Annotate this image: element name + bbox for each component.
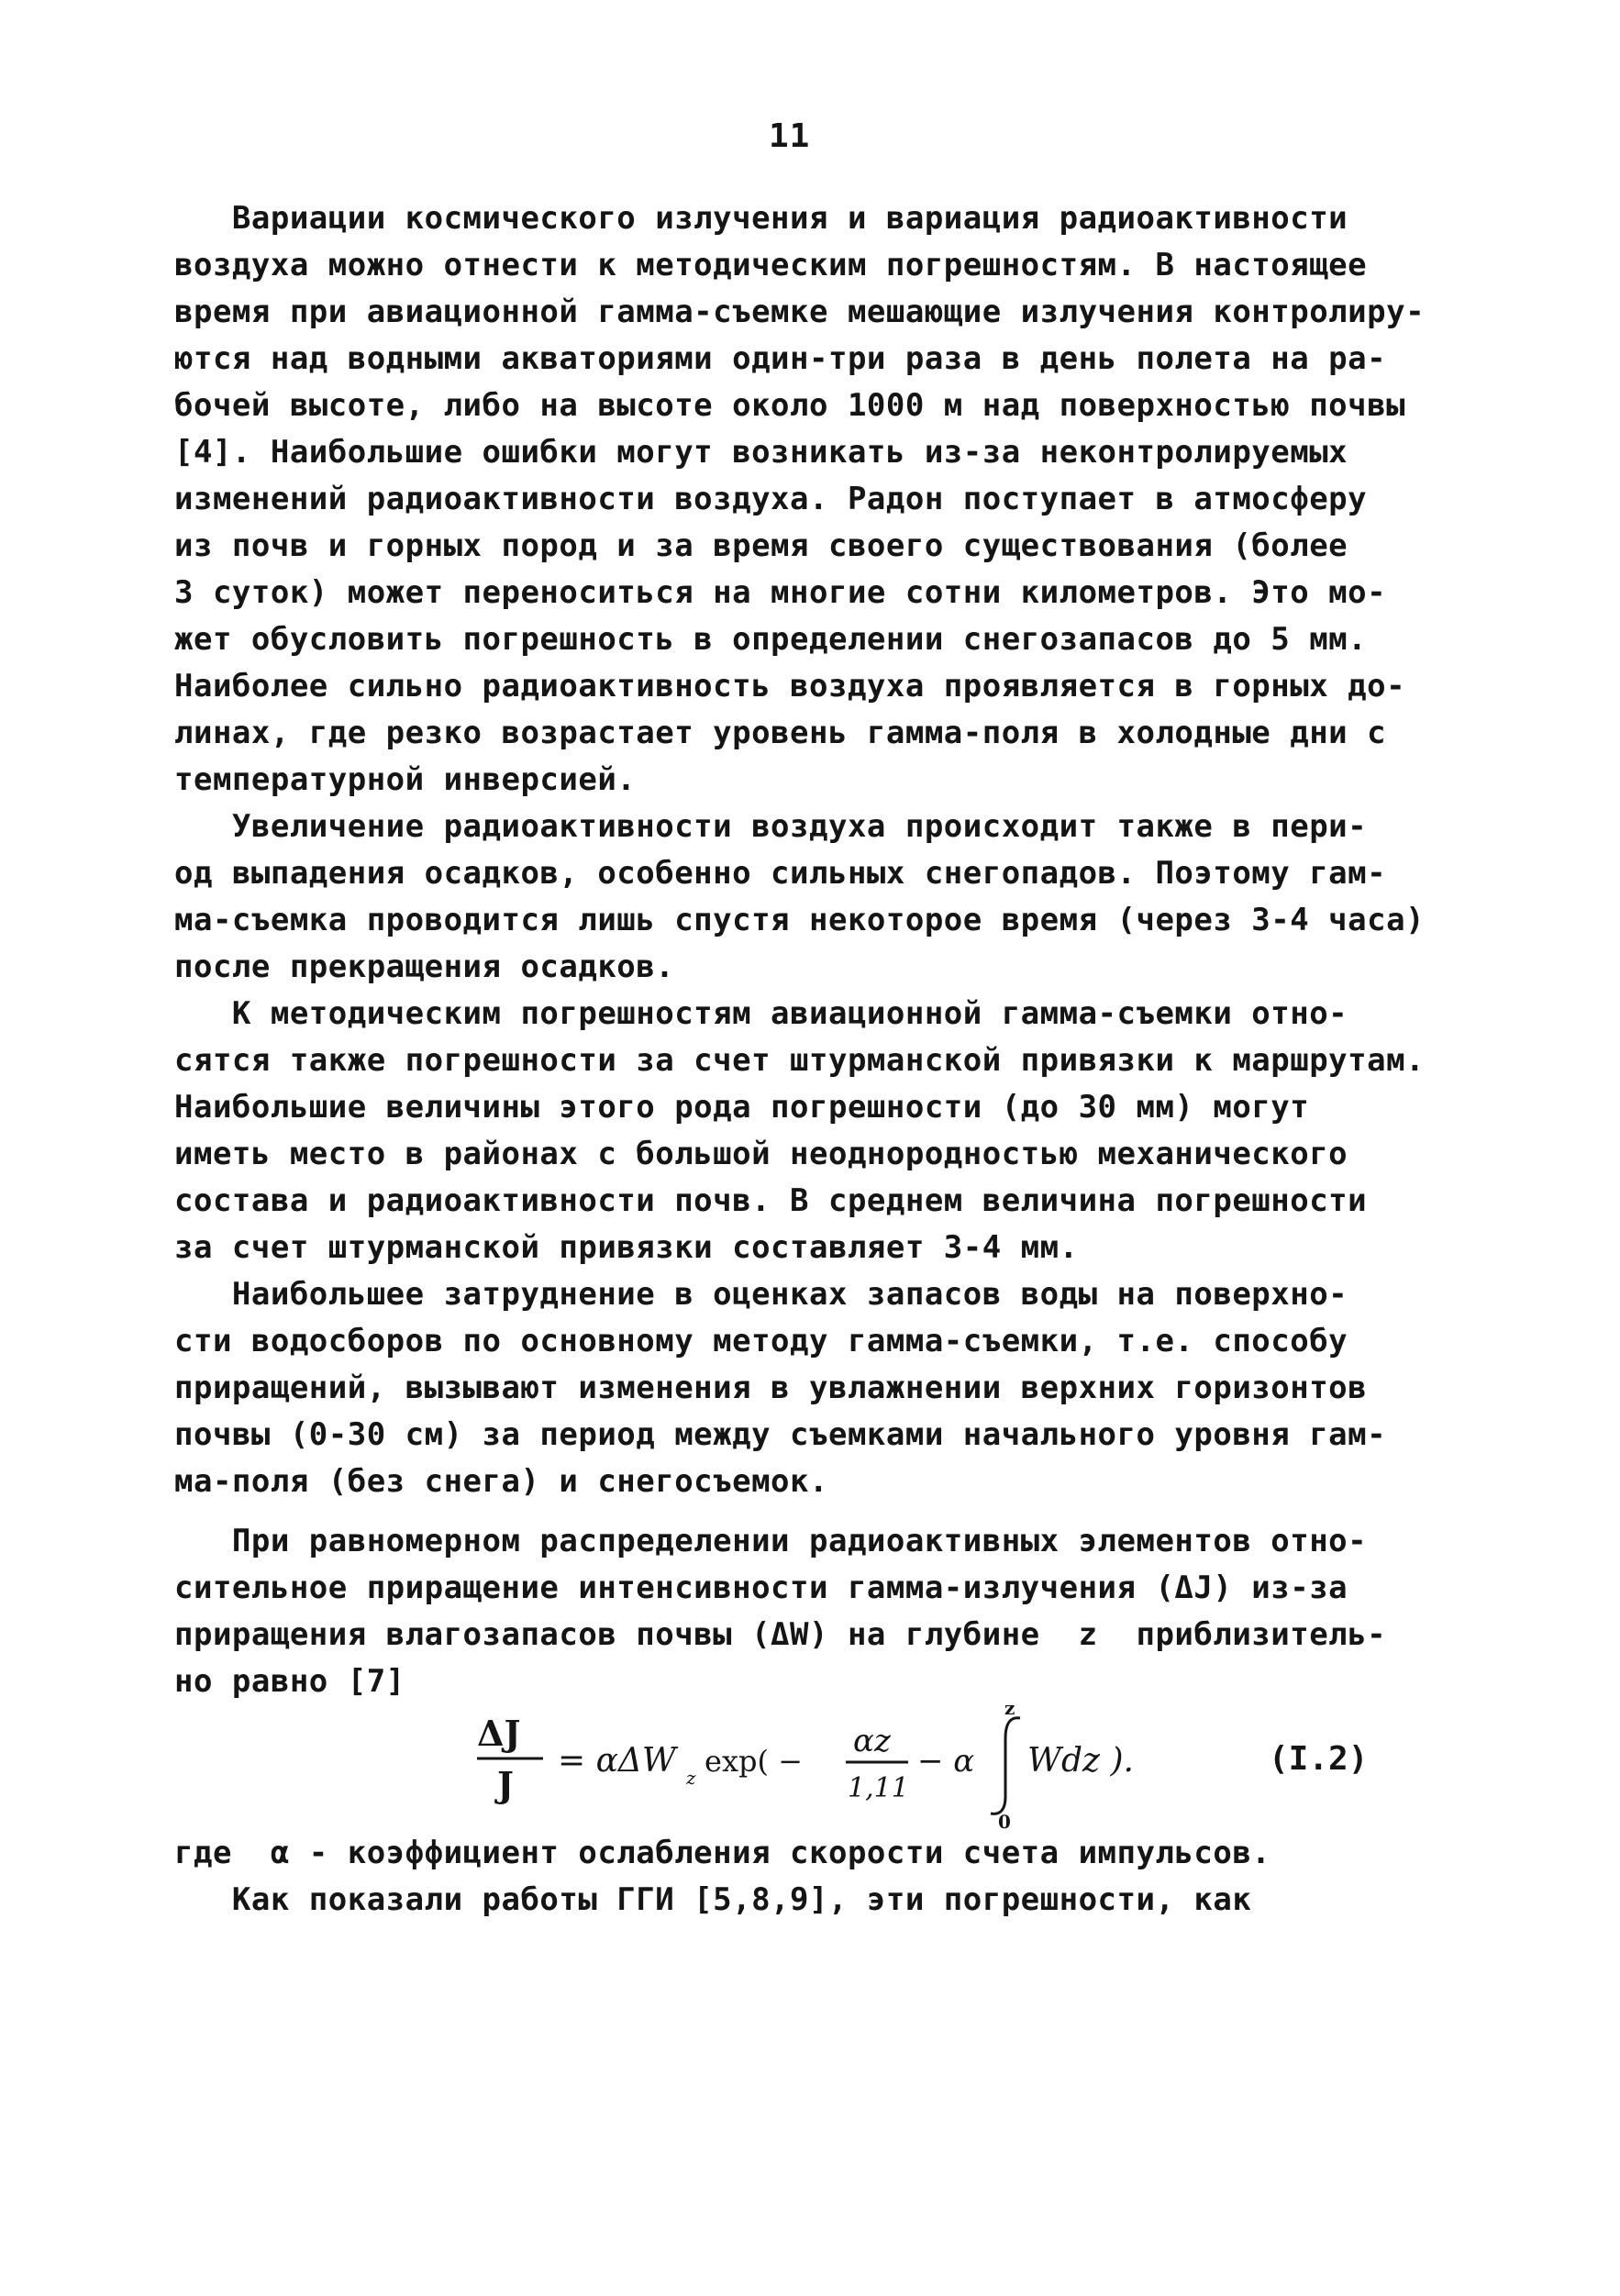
formula-lhs-numerator: ΔJ [477, 1713, 521, 1754]
text-line: Наибольшие величины этого рода погрешности (до 30 мм) могут [174, 1089, 1310, 1126]
text-line: од выпадения осадков, особенно сильных снегопадов. Поэтому гам- [174, 855, 1387, 892]
text-line: 3 суток) может переноситься на многие сотни километров. Это мо- [174, 574, 1387, 611]
text-line: за счет штурманской привязки составляет 3-4 мм. [174, 1229, 1079, 1266]
text-line: ются над водными акваториями один-три раза в день полета на ра- [174, 340, 1387, 377]
text-line: [4]. Наибольшие ошибки могут возникать из-за неконтролируемых [174, 434, 1348, 471]
formula-integral-lower: 0 [998, 1811, 1011, 1830]
text-line: При равномерном распределении радиоактивных элементов отно- [174, 1523, 1368, 1559]
text-line: приращений, вызывают изменения в увлажнении верхних горизонтов [174, 1370, 1368, 1406]
formula-frac-numerator: αz [853, 1723, 891, 1759]
text-line: воздуха можно отнести к методическим погрешностям. В настоящее [174, 247, 1368, 283]
text-line: Как показали работы ГГИ [5,8,9], эти погрешности, как [174, 1881, 1252, 1918]
text-line: сительное приращение интенсивности гамма-излучения (ΔJ) из-за [174, 1569, 1348, 1606]
text-line: линах, где резко возрастает уровень гамма-поля в холодные дни с [174, 715, 1387, 751]
text-line: Вариации космического излучения и вариация радиоактивности [174, 200, 1348, 237]
integral-sign-icon [991, 1718, 1020, 1814]
text-line: но равно [7] [174, 1663, 405, 1700]
formula-w-subscript: z [686, 1767, 696, 1789]
text-line: температурной инверсией. [174, 761, 637, 798]
text-line: Наибольшее затруднение в оценках запасов воды на поверхно- [174, 1276, 1348, 1313]
formula-eq-alpha: = αΔW [558, 1742, 676, 1780]
text-line: жет обусловить погрешность в определении снегозапасов до 5 мм. [174, 621, 1368, 658]
text-line: Наиболее сильно радиоактивность воздуха проявляется в горных до- [174, 668, 1406, 704]
equation-number: (I.2) [1269, 1740, 1369, 1778]
text-line: где α - коэффициент ослабления скорости счета импульсов. [174, 1835, 1271, 1871]
text-line: почвы (0-30 см) за период между съемками начального уровня гам- [174, 1416, 1387, 1453]
text-line: сятся также погрешности за счет штурманской привязки к маршрутам. [174, 1042, 1426, 1079]
page-number: 11 [769, 117, 811, 155]
text-line: после прекращения осадков. [174, 948, 675, 985]
text-line: из почв и горных пород и за время своего существования (более [174, 527, 1348, 564]
formula [477, 1702, 1394, 1830]
text-line: ма-съемка проводится лишь спустя некоторое время (через 3-4 часа) [174, 902, 1426, 938]
text-line: состава и радиоактивности почв. В среднем величина погрешности [174, 1182, 1368, 1219]
formula-integrand: Wdz ). [1027, 1742, 1134, 1780]
text-line: К методическим погрешностям авиационной гамма-съемки отно- [174, 995, 1348, 1032]
text-line: Увеличение радиоактивности воздуха происходит также в пери- [174, 808, 1368, 845]
text-line: иметь место в районах с большой неоднородностью механического [174, 1136, 1348, 1172]
text-line: изменений радиоактивности воздуха. Радон поступает в атмосферу [174, 481, 1368, 517]
text-line: время при авиационной гамма-съемке мешающие излучения контролиру- [174, 294, 1426, 330]
formula-lhs-denominator: J [497, 1764, 514, 1805]
formula-minus-alpha: − α [917, 1743, 975, 1780]
text-line: бочей высоте, либо на высоте около 1000 м над поверхностью почвы [174, 387, 1406, 424]
formula-frac-denominator: 1,11 [848, 1772, 909, 1804]
text-line: приращения влагозапасов почвы (ΔW) на глубине z приблизитель- [174, 1616, 1387, 1653]
formula-exp-open: exp( − [705, 1744, 803, 1779]
formula-integral-upper: z [1004, 1702, 1015, 1719]
text-line: ма-поля (без снега) и снегосъемок. [174, 1463, 828, 1500]
text-line: сти водосборов по основному методу гамма-съемки, т.е. способу [174, 1323, 1348, 1359]
